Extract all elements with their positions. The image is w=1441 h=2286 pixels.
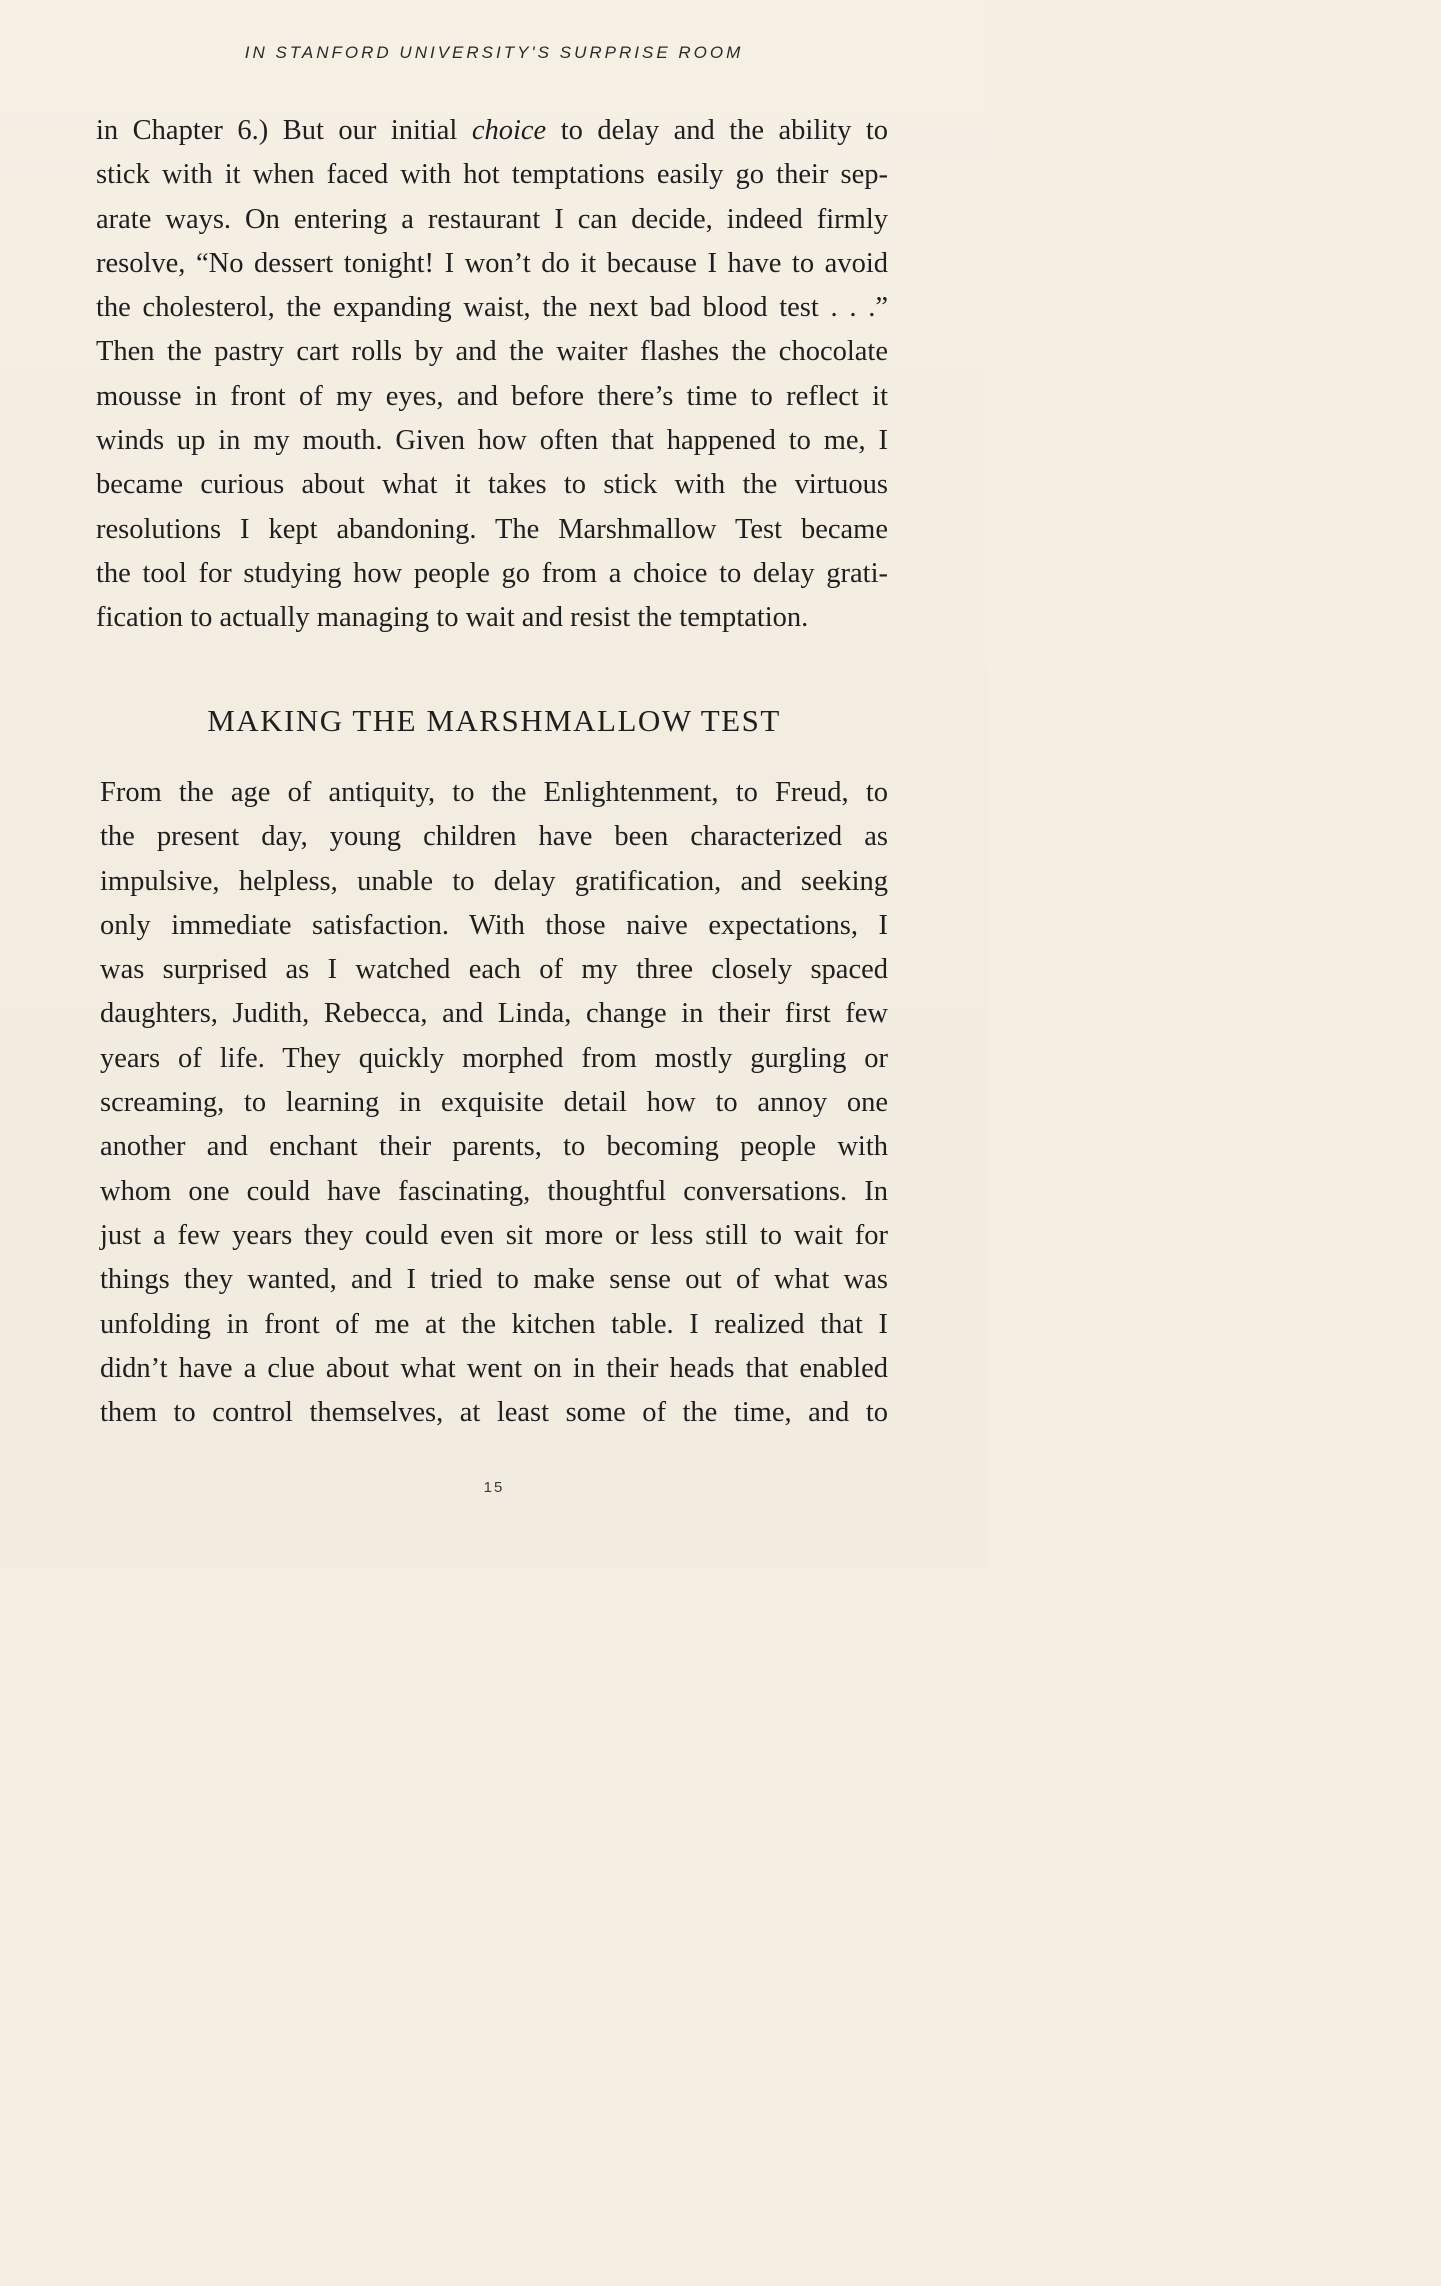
paragraph-line: the present day, young children have been characterized as <box>100 821 888 853</box>
paragraph-line: mousse in front of my eyes, and before there’s time to reflect it <box>96 380 888 412</box>
paragraph-line: resolve, “No dessert tonight! I won’t do it because I have to avoid <box>96 247 888 279</box>
paragraph-line: arate ways. On entering a restaurant I can decide, indeed firmly <box>96 203 888 235</box>
paragraph-line: was surprised as I watched each of my three closely spaced <box>100 954 888 986</box>
running-head: IN STANFORD UNIVERSITY'S SURPRISE ROOM <box>244 43 744 62</box>
paragraph-2 <box>100 771 888 1435</box>
section-heading: MAKING THE MARSHMALLOW TEST <box>207 703 781 738</box>
book-page <box>0 0 988 1568</box>
paragraph-line: Then the pastry cart rolls by and the waiter flashes the chocolate <box>96 336 888 368</box>
paragraph-line: whom one could have fascinating, thoughtful conversations. In <box>100 1175 888 1207</box>
paragraph-line: another and enchant their parents, to becoming people with <box>100 1131 888 1163</box>
paragraph-line: screaming, to learning in exquisite detail how to annoy one <box>100 1087 888 1119</box>
paragraph-line: winds up in my mouth. Given how often that happened to me, I <box>96 425 888 457</box>
paragraph-line: the cholesterol, the expanding waist, the next bad blood test . . .” <box>96 292 888 324</box>
page-number: 15 <box>483 1479 505 1496</box>
paragraph-line: the tool for studying how people go from a choice to delay grati- <box>96 557 888 589</box>
emphasis: choice <box>471 115 547 146</box>
paragraph-line: didn’t have a clue about what went on in their heads that enabled <box>100 1352 888 1384</box>
paragraph-line: only immediate satisfaction. With those naive expectations, I <box>100 909 888 941</box>
paragraph-line: fication to actually managing to wait and resist the temptation. <box>96 602 809 634</box>
paragraph-line: From the age of antiquity, to the Enlightenment, to Freud, to <box>100 777 888 808</box>
paragraph-line: unfolding in front of me at the kitchen table. I realized that I <box>100 1308 888 1340</box>
paragraph-line: impulsive, helpless, unable to delay gratification, and seeking <box>100 865 888 897</box>
paragraph-line: them to control themselves, at least some of the time, and to <box>100 1397 888 1429</box>
paragraph-line: became curious about what it takes to stick with the virtuous <box>96 469 888 501</box>
paragraph-line: years of life. They quickly morphed from mostly gurgling or <box>100 1042 888 1074</box>
paragraph-line: just a few years they could even sit more or less still to wait for <box>100 1219 888 1251</box>
paragraph-1 <box>96 109 888 641</box>
paragraph-line: in Chapter 6.) But our initial choice to delay and the ability to <box>96 115 888 146</box>
paragraph-line: stick with it when faced with hot temptations easily go their sep- <box>96 159 888 191</box>
paragraph-line: things they wanted, and I tried to make sense out of what was <box>100 1264 888 1296</box>
paragraph-line: daughters, Judith, Rebecca, and Linda, change in their first few <box>100 998 888 1030</box>
paragraph-line: resolutions I kept abandoning. The Marshmallow Test became <box>96 513 888 545</box>
